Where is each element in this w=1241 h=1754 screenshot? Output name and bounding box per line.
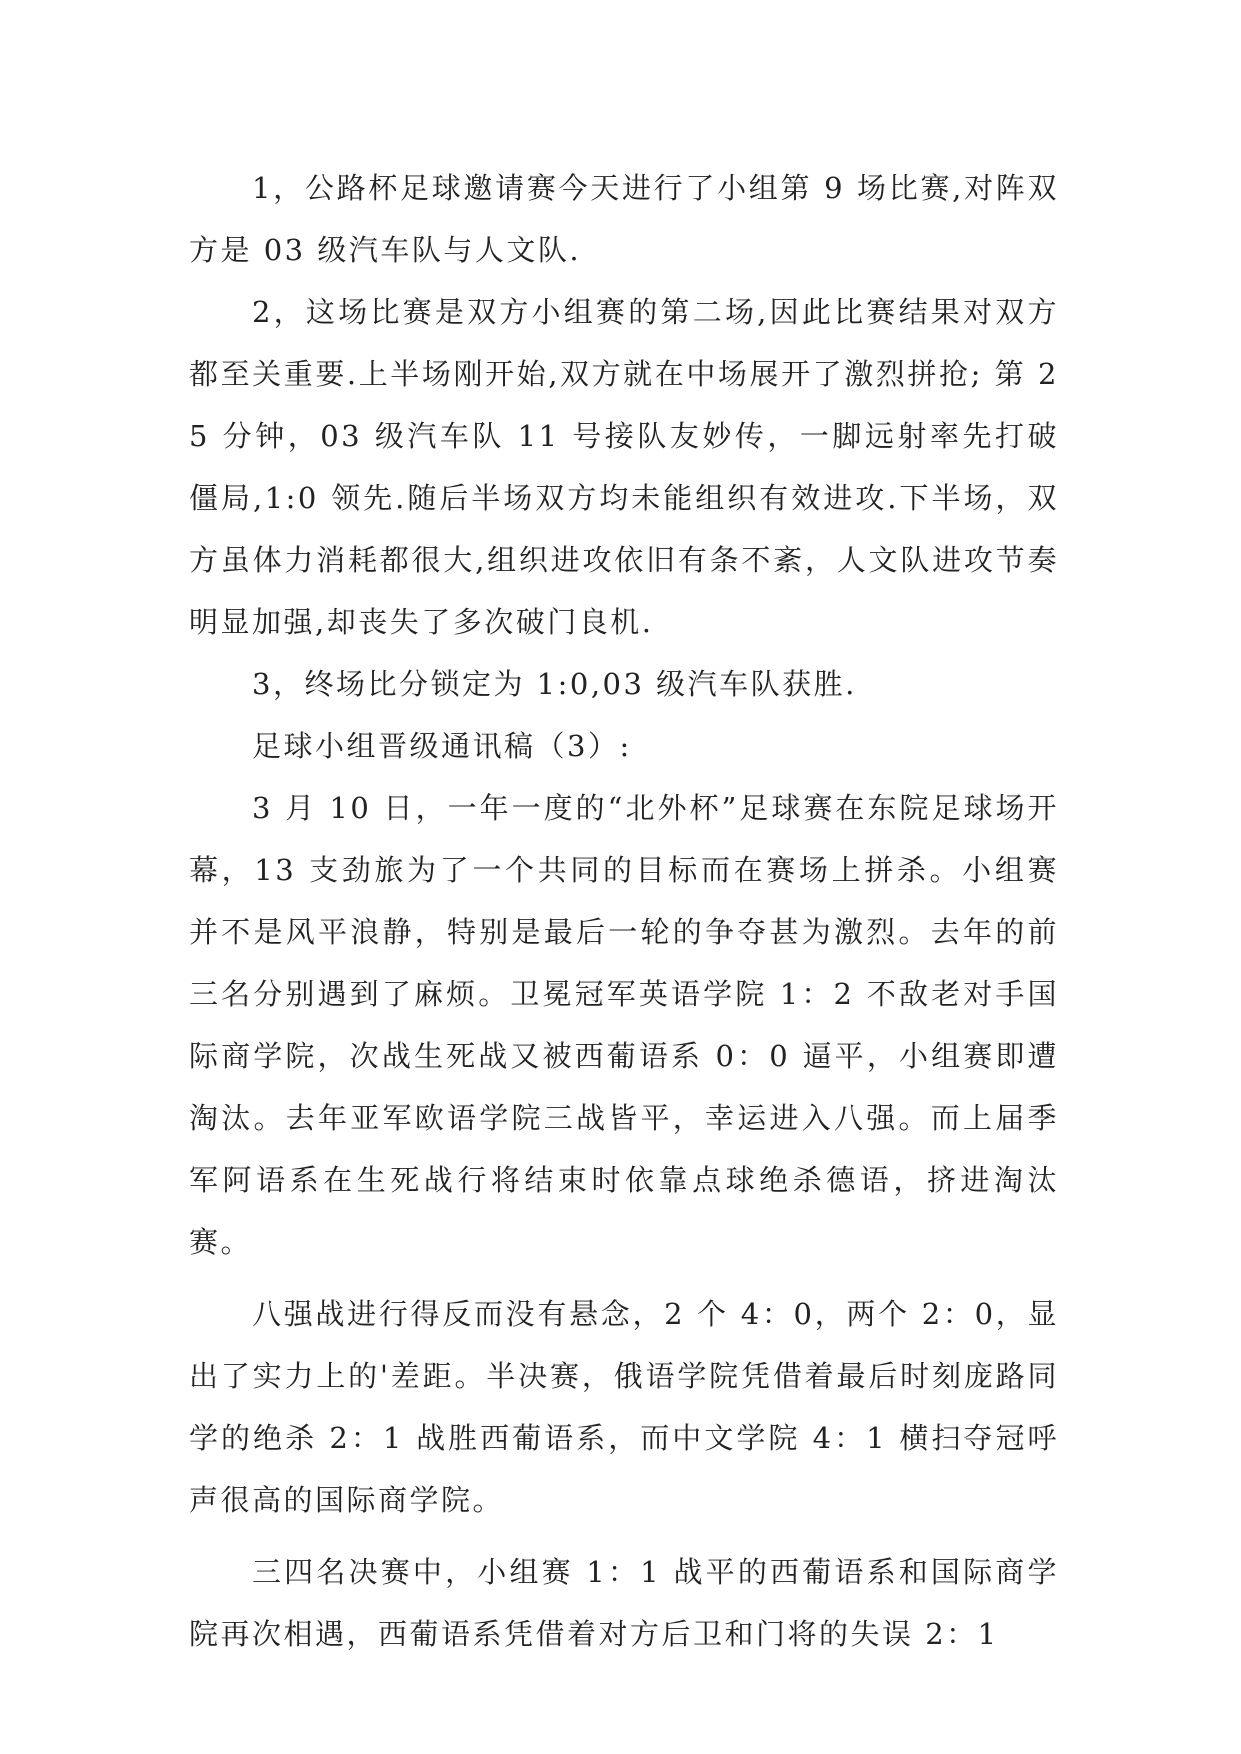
paragraph-knockout: 八强战进行得反而没有悬念，2 个 4：0，两个 2：0，显出了实力上的'差距。半决赛，俄语学院凭借着最后时刻庞路同学的绝杀 2：1 战胜西葡语系，而中文学院 4：1 横扫夺冠呼声很高的国际商学院。 — [189, 1297, 1059, 1517]
paragraph-match-intro: 1，公路杯足球邀请赛今天进行了小组第 9 场比赛,对阵双方是 03 级汽车队与人文队. — [189, 171, 1059, 267]
document-body — [189, 157, 1059, 1665]
paragraph-group-stage: 3 月 10 日，一年一度的“北外杯”足球赛在东院足球场开幕，13 支劲旅为了一个共同的目标而在赛场上拼杀。小组赛并不是风平浪静，特别是最后一轮的争夺甚为激烈。去年的前三名分别遇到了麻烦。卫冕冠军英语学院 1：2 不敌老对手国际商学院，次战生死战又被西葡语系 0：0 逼平，小组赛即遭淘汰。去年亚军欧语学院三战皆平，幸运进入八强。而上届季军阿语系在生死战行将结束时依靠点球绝杀德语，挤进淘汰赛。 — [189, 791, 1059, 1259]
paragraph-final-score: 3，终场比分锁定为 1:0,03 级汽车队获胜. — [252, 667, 857, 701]
paragraph-match-details: 2，这场比赛是双方小组赛的第二场,因此比赛结果对双方都至关重要.上半场刚开始,双方就在中场展开了激烈拼抢; 第 25 分钟，03 级汽车队 11 号接队友妙传，一脚远射率先打破僵局,1:0 领先.随后半场双方均未能组织有效进攻.下半场，双方虽体力消耗都很大,组织进攻依旧有条不紊，人文队进攻节奏明显加强,却丧失了多次破门良机. — [189, 295, 1059, 639]
paragraph-section-heading: 足球小组晋级通讯稿（3）: — [252, 729, 632, 763]
paragraph-third-place: 三四名决赛中，小组赛 1：1 战平的西葡语系和国际商学院再次相遇，西葡语系凭借着对方后卫和门将的失误 2：1 — [189, 1555, 1059, 1651]
